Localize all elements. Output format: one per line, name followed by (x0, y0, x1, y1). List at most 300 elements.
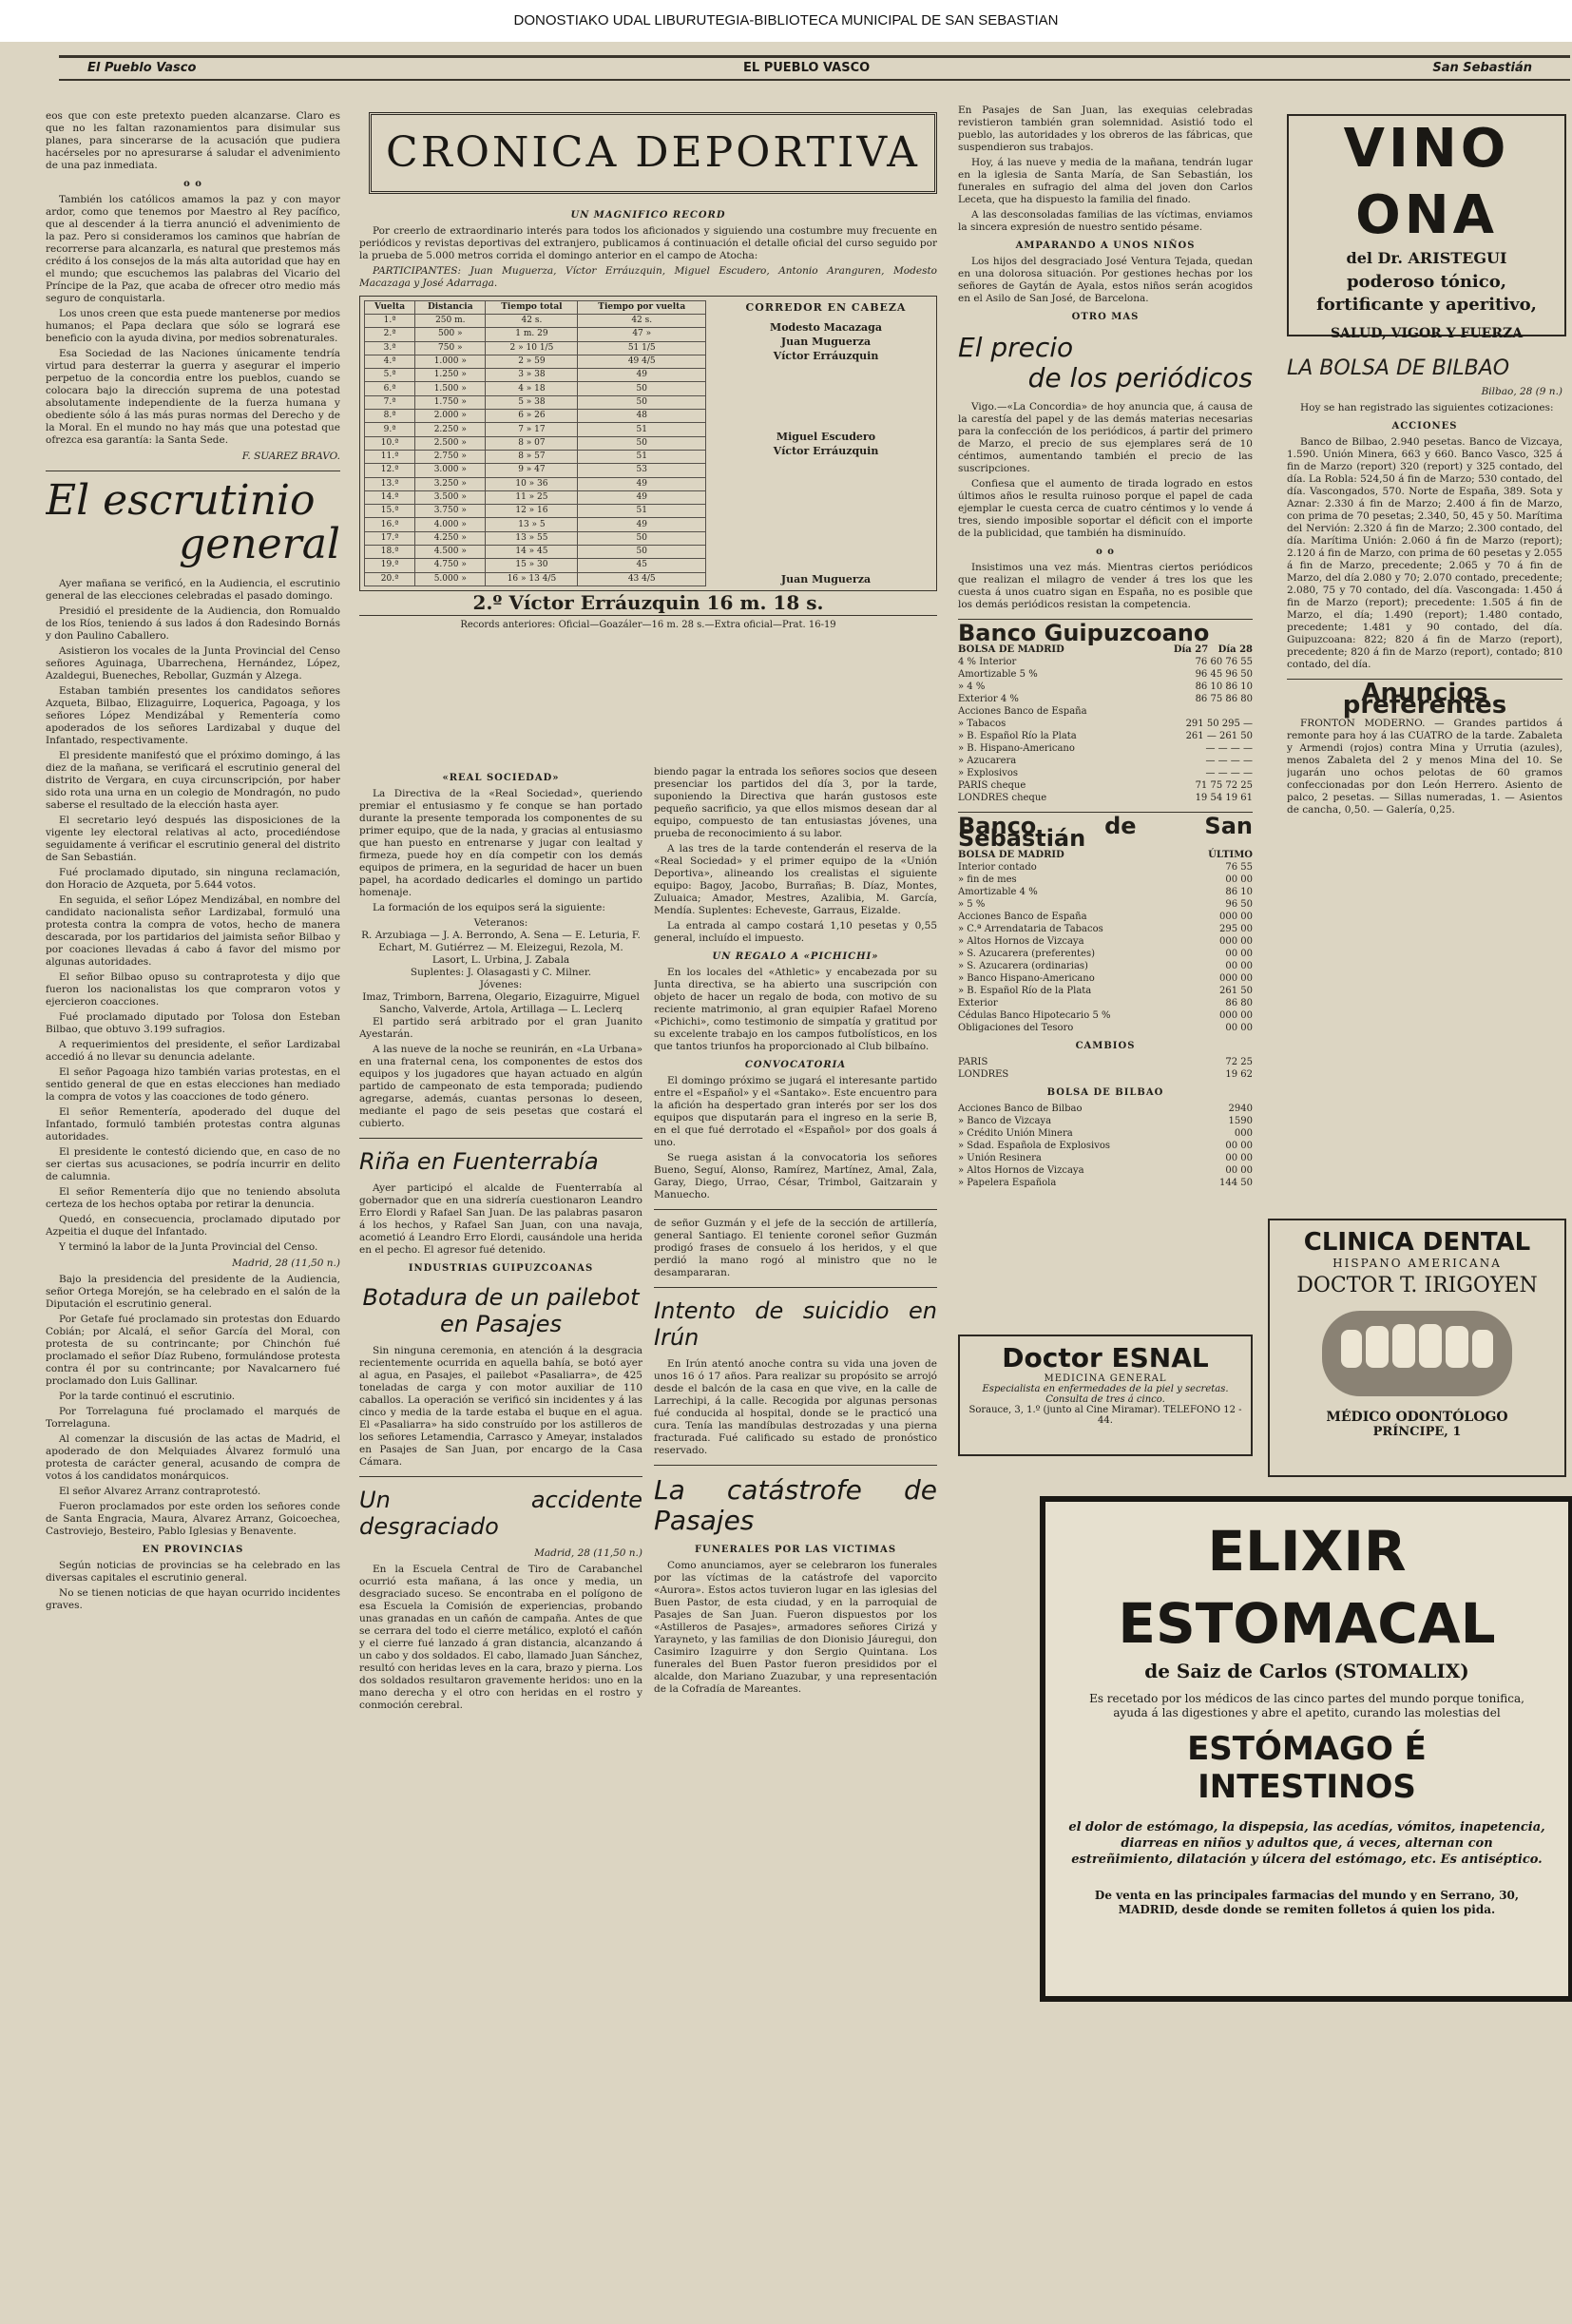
leader-name: Víctor Erráuzquin (773, 350, 879, 362)
table-cell: 4.ª (365, 355, 415, 368)
table-row (365, 505, 706, 518)
quote-values: 00 00 (1225, 1165, 1253, 1176)
table-cell: 18.ª (365, 546, 415, 559)
table-row (365, 572, 706, 586)
quote-row (958, 898, 1253, 911)
quote-values: 00 00 (1225, 961, 1253, 971)
quote-label: » Explosivos (958, 768, 1018, 778)
paragraph: Insistimos una vez más. Mientras ciertos periódicos que realizan el milagro de vender á tres los que les cuesta á unos cuatro sigan en España, no es posible que los demás periódicos resistan la competencia. (958, 562, 1253, 610)
quote-label: » B. Hispano-Americano (958, 743, 1075, 754)
elixir-big-2: INTESTINOS (1198, 1768, 1416, 1806)
table-row (365, 450, 706, 463)
paragraph: El partido será arbitrado por el gran Juanito Ayestarán. (359, 1016, 642, 1040)
table-cell: 3.750 » (415, 505, 486, 518)
quote-values: 00 00 (1225, 1153, 1253, 1163)
paragraph: Como anunciamos, ayer se celebraron los funerales por las víctimas de la catástrofe del vaporcito «Aurora». Estos actos tuvieron lugar en las iglesias del Buen Pastor, de esta ciudad, y en la parroquial de Pasajes de San Juan. Fueron dispuestos por los «Astilleros de Pasajes», armadores señores Cirizá y Yarayneto, y las familias de don Dionisio Jáuregui, don Casimiro Izaguirre y don Sergio Quintana. Los funerales del Buen Pastor fueron presididos por el alcalde, don Mariano Zuazubar, y una representación de la Cofradía de Mareantes. (654, 1560, 937, 1695)
elixir-foot: De venta en las principales farmacias del mundo y en Serrano, 30, MADRID, desde donde se remiten folletos á quien los pida. (1094, 1889, 1520, 1916)
quote-label: PARIS (958, 1057, 988, 1067)
table-cell: 43 4/5 (578, 572, 706, 586)
paragraph: El presidente manifestó que el próximo domingo, á las diez de la mañana, se verificará el escrutinio general del distrito de Vergara, en cuya circunscripción, por haber sido rota una urna en un colegio de Mondragón, no pudo saberse el resultado de la elección hasta ayer. (46, 750, 340, 811)
vino-slogan: SALUD, VIGOR Y FUERZA (1330, 326, 1524, 341)
paragraph: Hoy, á las nueve y media de la mañana, tendrán lugar en la iglesia de Santa María, de San Sebastián, los funerales en sufragio del alma del joven don Carlos Leceta, que ha dispuesto la familia del finado. (958, 157, 1253, 205)
quote-values: 86 10 (1225, 887, 1253, 897)
table-cell: 42 s. (486, 315, 578, 328)
quote-label: Acciones Banco de España (958, 706, 1087, 717)
table-cell: 11.ª (365, 450, 415, 463)
table-cell: 3.ª (365, 341, 415, 355)
table-cell: 14 » 45 (486, 546, 578, 559)
anuncios-title: Anuncios preferentes (1342, 679, 1507, 720)
table-cell: 49 (578, 490, 706, 504)
quote-values: 19 54 19 61 (1195, 793, 1253, 803)
quote-label: » fin de mes (958, 874, 1017, 885)
table-cell: 250 m. (415, 315, 486, 328)
esnal-address: Sorauce, 3, 1.º (junto al Cine Miramar). TELEFONO 12 - 44. (968, 1405, 1242, 1426)
table-cell: 4.250 » (415, 531, 486, 545)
table-cell: 50 (578, 436, 706, 450)
paragraph: Se ruega asistan á la convocatoria los señores Bueno, Seguí, Alonso, Ramírez, Martínez, Amal, Zala, Garay, Diego, Urrao, César, Trimbol, Gaitzarain y Manuecho. (654, 1152, 937, 1200)
table-cell: 11 » 25 (486, 490, 578, 504)
table-cell: 49 (578, 369, 706, 382)
table-cell: 6.ª (365, 382, 415, 395)
paragraph: A las nueve de la noche se reunirán, en «La Urbana» en una fraternal cena, los componentes de estos dos equipos y los jugadores que hayan actuado en algún partido de campeonato de esta temporada; pudiendo agregarse, además, cuantas personas lo deseen, mediante el pago de seis pesetas que costará el cubierto. (359, 1044, 642, 1129)
quote-values: — — — — (1205, 743, 1253, 754)
table-row (365, 395, 706, 409)
table-cell: 7.ª (365, 395, 415, 409)
banco-guipuzcoano-title: Banco Guipuzcoano (958, 620, 1210, 646)
vino-title: VINO ONA (1343, 118, 1510, 246)
column-1 (46, 110, 340, 2315)
vino-ona-ad (1287, 114, 1566, 341)
clinica-address: PRÍNCIPE, 1 (1372, 1425, 1462, 1439)
quote-row (958, 1127, 1253, 1140)
table-cell: 16.ª (365, 518, 415, 531)
table-row (365, 546, 706, 559)
table-cell: 19.ª (365, 559, 415, 572)
quote-label: Obligaciones del Tesoro (958, 1023, 1074, 1033)
separator: o o (183, 179, 202, 189)
quote-label: » Altos Hornos de Vizcaya (958, 1165, 1084, 1176)
table-cell: 2 » 10 1/5 (486, 341, 578, 355)
lap-table (364, 300, 706, 586)
quote-label: » Altos Hornos de Vizcaya (958, 936, 1084, 947)
subhead: EN PROVINCIAS (142, 1545, 244, 1555)
table-cell: 14.ª (365, 490, 415, 504)
quote-label: Acciones Banco de Bilbao (958, 1104, 1083, 1114)
quote-label: PARIS cheque (958, 780, 1026, 791)
subhead: AMPARANDO A UNOS NIÑOS (1015, 240, 1196, 251)
quote-label: » C.ª Arrendataria de Tabacos (958, 924, 1103, 934)
dateline: Bilbao, 28 (9 n.) (1481, 386, 1562, 397)
dateline: Madrid, 28 (11,50 n.) (534, 1547, 642, 1559)
quote-row (958, 960, 1253, 972)
quote-row (958, 681, 1253, 693)
clinica-sub: HISPANO AMERICANA (1332, 1257, 1502, 1270)
quote-values: 86 75 86 80 (1195, 694, 1253, 704)
quote-label: Exterior (958, 998, 998, 1008)
quote-label: » Sdad. Española de Explosivos (958, 1141, 1111, 1151)
cronica-record-section (359, 203, 937, 736)
table-cell: 4.500 » (415, 546, 486, 559)
table-cell: 4.750 » (415, 559, 486, 572)
accidente-title: Un accidente desgraciado (359, 1487, 642, 1540)
mast-left: El Pueblo Vasco (87, 61, 197, 75)
table-cell: 4 » 18 (486, 382, 578, 395)
quote-label: Cédulas Banco Hipotecario 5 % (958, 1010, 1111, 1021)
quote-label: Amortizable 5 % (958, 669, 1038, 680)
elixir-desc: Es recetado por los médicos de las cinco partes del mundo porque tonifica, ayuda á las digestiones y abre el apetito, curando las molestias del (1089, 1692, 1524, 1719)
quote-row (958, 779, 1253, 792)
bss-table (958, 861, 1253, 1034)
esnal-desc: Especialista en enfermedades de la piel y secretas. Consulta de tres á cinco. (982, 1384, 1229, 1405)
signature: F. SUAREZ BRAVO. (241, 451, 340, 462)
quote-row (958, 718, 1253, 730)
quote-row (958, 755, 1253, 767)
table-row (365, 410, 706, 423)
table-cell: 45 (578, 559, 706, 572)
paragraph: Los hijos del desgraciado José Ventura Tejada, quedan en una dolorosa situación. Por gestiones hechas por los señores de Gaytán de Ayala, estos niños serán acogidos en el Asilo de San José, de Barcelona. (958, 256, 1253, 304)
table-cell: 13 » 55 (486, 531, 578, 545)
table-cell: 50 (578, 395, 706, 409)
paragraph: Ayer mañana se verificó, en la Audiencia, el escrutinio general de las elecciones celebradas el pasado domingo. (46, 578, 340, 602)
table-cell: 15.ª (365, 505, 415, 518)
teeth-illustration (1303, 1301, 1531, 1406)
paragraph: El presidente le contestó diciendo que, en caso de no ser ciertas sus acusaciones, se podría incurrir en delito de calumnia. (46, 1146, 340, 1182)
paragraph: El señor Pagoaga hizo también varias protestas, en el sentido general de que en estas elecciones han mediado la compra de votos y las coacciones de todo género. (46, 1066, 340, 1103)
quote-row (958, 1177, 1253, 1189)
quote-row (958, 1115, 1253, 1127)
elixir-sub: de Saiz de Carlos (STOMALIX) (1144, 1660, 1469, 1682)
divider (359, 1476, 642, 1477)
mast-center: EL PUEBLO VASCO (743, 61, 871, 75)
quote-values: 00 00 (1225, 1023, 1253, 1033)
clinica-dental-ad (1268, 1219, 1566, 1477)
table-cell: 8 » 07 (486, 436, 578, 450)
subhead: CAMBIOS (1075, 1041, 1136, 1051)
table-cell: 4.000 » (415, 518, 486, 531)
quote-row (958, 1056, 1253, 1068)
bg-cols: Día 27 Día 28 (1173, 644, 1253, 655)
quote-label: » Unión Resinera (958, 1153, 1042, 1163)
paragraph: Por la tarde continuó el escrutinio. (59, 1391, 236, 1402)
table-cell: 48 (578, 410, 706, 423)
table-cell: 51 (578, 505, 706, 518)
table-cell: 51 (578, 450, 706, 463)
paragraph: Estaban también presentes los candidatos señores Azqueta, Bilbao, Elizaguirre, Loquerica, Pagoaga, y los señores López Mendizábal y Rementería como apoderados de los señores Lardizabal y duque del Infantado, respectivamente. (46, 685, 340, 746)
table-row (365, 464, 706, 477)
subhead: UN MAGNIFICO RECORD (570, 210, 726, 221)
quote-values: 96 45 96 50 (1195, 669, 1253, 680)
paragraph: En Pasajes de San Juan, las exequias celebradas revistieron también gran solemnidad. Asistió todo el pueblo, las autoridades y los obreros de las fábricas, que suspendieron sus trabajos. (958, 105, 1253, 153)
quote-values: 86 80 (1225, 998, 1253, 1008)
vino-doctor: del Dr. ARISTEGUI (1346, 249, 1507, 267)
table-cell: 8 » 57 (486, 450, 578, 463)
table-cell: 3 » 38 (486, 369, 578, 382)
table-cell: 2.ª (365, 328, 415, 341)
quote-values: 000 (1234, 1128, 1253, 1139)
paragraph: El domingo próximo se jugará el interesante partido entre el «Español» y el «Santako». Este encuentro para la afición ha despertado gran interés por ser los dos equipos que disputarán para el ingreso en la serie B, en el que fué derrotado el «Español» por dos goals á uno. (654, 1075, 937, 1148)
table-header: Distancia (415, 301, 486, 315)
table-row (365, 328, 706, 341)
table-row (365, 477, 706, 490)
bg-market: BOLSA DE MADRID (958, 644, 1064, 655)
elixir-title: ELIXIR ESTOMACAL (1118, 1519, 1496, 1656)
team-list: R. Arzubiaga — J. A. Berrondo, A. Sena — E. Leturia, F. Echart, M. Gutiérrez — M. Eleizegui, Rezola, M. Lasort, L. Urbina, J. Zabala (361, 930, 641, 966)
table-cell: 51 1/5 (578, 341, 706, 355)
subhead: UN REGALO A «PICHICHI» (712, 951, 879, 962)
team-label: Jóvenes: (479, 979, 523, 990)
quote-values: 00 00 (1225, 949, 1253, 959)
quote-label: Interior contado (958, 862, 1037, 873)
quote-row (958, 1009, 1253, 1022)
table-cell: 2.750 » (415, 450, 486, 463)
table-cell: 7 » 17 (486, 423, 578, 436)
subhead: OTRO MAS (1071, 312, 1140, 322)
quote-label: » Banco Hispano-Americano (958, 973, 1095, 984)
quote-row (958, 1068, 1253, 1081)
quote-values: — — — — (1205, 756, 1253, 766)
quote-label: » Azucarera (958, 756, 1017, 766)
quote-label: 4 % Interior (958, 657, 1017, 667)
table-cell: 12.ª (365, 464, 415, 477)
paragraph: El señor Bilbao opuso su contraprotesta y dijo que fueron los nacionalistas los que compraron votos y ejercieron coacciones. (46, 971, 340, 1008)
table-row (365, 436, 706, 450)
table-cell: 5.000 » (415, 572, 486, 586)
rina-title: Riña en Fuenterrabía (359, 1148, 599, 1175)
table-row (365, 341, 706, 355)
quote-label: » Crédito Unión Minera (958, 1128, 1073, 1139)
suicidio-title: Intento de suicidio en Irún (654, 1297, 937, 1351)
bss-col: ÚLTIMO (1208, 850, 1253, 860)
quote-values: 000 00 (1219, 936, 1253, 947)
table-cell: 1.250 » (415, 369, 486, 382)
subhead: INDUSTRIAS GUIPUZCOANAS (408, 1263, 594, 1274)
table-cell: 3.250 » (415, 477, 486, 490)
leader-name: Juan Muguerza (780, 336, 872, 348)
quote-values: 1590 (1228, 1116, 1253, 1126)
leader-name: Miguel Escudero (776, 431, 876, 443)
table-cell: 17.ª (365, 531, 415, 545)
subhead: BOLSA DE BILBAO (1046, 1087, 1164, 1098)
table-header: Vuelta (365, 301, 415, 315)
paragraph: Presidió el presidente de la Audiencia, don Romualdo de los Ríos, teniendo á sus lados á don Radesindo Bornás y don Paulino Caballero. (46, 605, 340, 642)
table-row (365, 369, 706, 382)
table-cell: 51 (578, 423, 706, 436)
quote-label: » S. Azucarera (ordinarias) (958, 961, 1088, 971)
paragraph: Fueron proclamados por este orden los señores conde de Santa Engracia, Maura, Alvarez Arranz, Goicoechea, Castroviejo, Besteiro, Pablo Iglesias y Benavente. (46, 1501, 340, 1537)
paragraph: eos que con este pretexto pueden alcanzarse. Claro es que no les faltan razonamientos para disimular sus planes, para sincerarse de la acusación que pudiera hacérseles por no apresurarse á saludar el advenimiento de una paz inmediata. (46, 110, 340, 171)
quote-row (958, 693, 1253, 705)
paragraph: Según noticias de provincias se ha celebrado en las diversas capitales el escrutinio general. (46, 1560, 340, 1584)
quote-row (958, 792, 1253, 804)
botadura-title: Botadura de un pailebot en Pasajes (362, 1284, 640, 1337)
elixir-estomacal-ad (1040, 1496, 1572, 2002)
paragraph: El secretario leyó después las disposiciones de la vigente ley electoral relativas al acto, procediéndose seguidamente á verificar el escrutinio general del distrito de San Sebastián. (46, 815, 340, 863)
participants: PARTICIPANTES: Juan Muguerza, Víctor Erráuzquin, Miguel Escudero, Antonio Aranguren, Modesto Macazaga y José Adarraga. (359, 265, 937, 289)
paragraph: Confiesa que el aumento de tirada logrado en estos últimos años le resulta ruinoso porque el papel de cada ejemplar le cuesta cerca de cuatro céntimos y lo vende á tres, siendo imposible soportar el déficit con el importe de la publicidad, que también ha disminuído. (958, 478, 1253, 539)
table-cell: 5.ª (365, 369, 415, 382)
quote-row (958, 972, 1253, 985)
paragraph: Fué proclamado diputado, sin ninguna reclamación, don Horacio de Azqueta, por 5.644 votos. (46, 867, 340, 891)
paragraph: Por Torrelaguna fué proclamado el marqués de Torrelaguna. (46, 1406, 340, 1430)
quote-label: » Papelera Española (958, 1178, 1057, 1188)
title-line: de los periódicos (1027, 362, 1253, 394)
newspaper-page (0, 42, 1572, 2324)
paragraph: En seguida, el señor López Mendizábal, en nombre del candidato nacionalista señor Lardizabal, formuló una protesta contra la compra de votos, hecho de manera descarada, por los partidarios del jaimista señor Bilbao y por coaciones llevadas á cabo á favor del mismo por algunas autoridades. (46, 894, 340, 968)
paragraph: También los católicos amamos la paz y con mayor ardor, como que tenemos por Maestro al Rey pacífico, que al descender á la tierra anunció el advenimiento de la paz. Pero si consideramos los caminos que habrían de recorrerse para alcanzarla, es natural que prestemos más crédito á los consejos de la más alta autoridad que hay en el mundo; que escuchemos las palabras del Vicario del Príncipe de la Paz, que acaba de ofrecer otro medio más seguro de conquistarla. (46, 194, 340, 304)
race-box (359, 296, 937, 591)
banco-san-sebastian-title: Banco de San Sebastián (958, 813, 1253, 852)
table-cell: 20.ª (365, 572, 415, 586)
leaders-head: CORREDOR EN CABEZA (745, 301, 907, 314)
paragraph: En los locales del «Athletic» y encabezada por su Junta directiva, se ha abierto una suscripción con objeto de hacer un regalo de boda, con motivo de su reciente matrimonio, al gran equipier Rafael Moreno «Pichichi», como testimonio de simpatía y gratitud por su excelente trabajo en los campos futbolísticos, en los que tantos triunfos ha proporcionado al Club bilbaíno. (654, 967, 937, 1052)
table-header: Tiempo por vuelta (578, 301, 706, 315)
table-cell: 49 (578, 477, 706, 490)
paragraph: Al comenzar la discusión de las actas de Madrid, el apoderado de don Melquiades Álvarez formuló una protesta de carácter general, acusando de compra de votos á los candidatos monárquicos. (46, 1433, 340, 1482)
table-cell: 750 » (415, 341, 486, 355)
quote-row (958, 705, 1253, 718)
table-cell: 2.250 » (415, 423, 486, 436)
paragraph: Bajo la presidencia del presidente de la Audiencia, señor Ortega Morejón, se ha celebrado en el salón de la Diputación el escrutinio general. (46, 1274, 340, 1310)
paragraph: Por creerlo de extraordinario interés para todos los aficionados y siguiendo una costumbre muy frecuente en periódicos y revistas deportivas del extranjero, publicamos á continuación el detalle oficial del curso seguido por la prueba de 5.000 metros corrida el domingo anterior en el campo de Atocha: (359, 225, 937, 261)
title-line: general (179, 520, 340, 568)
team-label: Veteranos: (473, 917, 528, 929)
quote-row (958, 985, 1253, 997)
paragraph: En la Escuela Central de Tiro de Carabanchel ocurrió esta mañana, á las once y media, un desgraciado suceso. Se encontraba en el polígono de esa Escuela la Comisión de experiencias, probando unas granadas en un cañón de campaña. Antes de que se cerrara del todo el cierre metálico, explotó el cañón y el cierre fué lanzado á gran distancia, alcanzando á un cabo y dos soldados. El cabo, llamado Juan Sánchez, resultó con heridas leves en la cara, brazo y pierna. Los dos soldados resultaron gravemente heridos: uno en la mano derecha y el otro con heridas en el rostro y conmoción cerebral. (359, 1564, 642, 1711)
paragraph: El señor Rementería, apoderado del duque del Infantado, formuló también protestas contra algunas autoridades. (46, 1106, 340, 1143)
quote-label: Acciones Banco de España (958, 912, 1087, 922)
quote-label: Amortizable 4 % (958, 887, 1038, 897)
table-cell: 15 » 30 (486, 559, 578, 572)
table-cell: 50 (578, 531, 706, 545)
table-row (365, 518, 706, 531)
quote-values: 295 00 (1219, 924, 1253, 934)
esnal-name: Doctor ESNAL (1002, 1342, 1209, 1373)
clinica-role: MÉDICO ODONTÓLOGO (1326, 1410, 1508, 1425)
catastrofe-title: La catástrofe de Pasajes (654, 1474, 937, 1536)
previous-records: Records anteriores: Oficial—Goazáler—16 m. 28 s.—Extra oficial—Prat. 16-19 (359, 615, 937, 631)
paragraph: Hoy se han registrado las siguientes cotizaciones: (1300, 402, 1554, 413)
table-cell: 8.ª (365, 410, 415, 423)
quote-row (958, 767, 1253, 779)
paragraph: A las tres de la tarde contenderán el reserva de la «Real Sociedad» y el primer equipo de la «Unión Deportiva», alineando los crealistas el siguiente equipo: Bagoy, Jacobo, Burrañas; B. Díaz, Montes, Zuluaica; Amador, Mestres, Azalibia, M. García, Mendía. Suplentes: Echeveste, Garraus, Eizalde. (654, 843, 937, 916)
paragraph: A requerimientos del presidente, el señor Lardizabal accedió á no llevar su denuncia adelante. (46, 1039, 340, 1063)
quote-label: » 5 % (958, 899, 986, 910)
quote-row (958, 997, 1253, 1009)
quote-row (958, 886, 1253, 898)
quote-label: Exterior 4 % (958, 694, 1019, 704)
paragraph: Sin ninguna ceremonia, en atención á la desgracia recientemente ocurrida en aquella bahía, se botó ayer al agua, en Pasajes, el pailebot «Pasaliarra», de 425 toneladas de carga y con motor auxiliar de 110 caballos. La operación se verificó sin incidentes y á las cinco y media de la tarde estaba el buque en el agua. El «Pasaliarra» ha sido construído por los astilleros de los señores Letamendia, Carrasco y Ameyar, instalados en Pasajes de San Juan, por encargo de la Casa Cámara. (359, 1345, 642, 1468)
quote-values: 144 50 (1219, 1178, 1253, 1188)
paragraph: La formación de los equipos será la siguiente: (373, 902, 605, 913)
elixir-big-1: ESTÓMAGO É (1187, 1730, 1427, 1768)
column-2 (359, 766, 642, 2315)
paragraph: Los unos creen que esta puede mantenerse por medios humanos; el Papa declara que sólo se logrará ese beneficio con la ayuda divina, por medios sobrenaturales. (46, 308, 340, 344)
table-cell: 13 » 5 (486, 518, 578, 531)
table-cell: 10 » 36 (486, 477, 578, 490)
separator: o o (1096, 547, 1115, 557)
library-header: DONOSTIAKO UDAL LIBURUTEGIA-BIBLIOTECA MUNICIPAL DE SAN SEBASTIAN (0, 0, 1572, 42)
quote-row (958, 874, 1253, 886)
quote-row (958, 1022, 1253, 1034)
bss-bilbao-table (958, 1103, 1253, 1189)
table-cell: 1.750 » (415, 395, 486, 409)
table-cell: 50 (578, 382, 706, 395)
quote-values: 96 50 (1225, 899, 1253, 910)
paragraph: La Directiva de la «Real Sociedad», queriendo premiar el entusiasmo y fe conque se han portado durante la presente temporada los componentes de su primer equipo, que de la nada, y gracias al entusiasmo que han puesto en entrenarse y jugar con lealtad y firmeza, puede hoy en día competir con los demás equipos de primera, en la seguridad de hacer un buen papel, ha acordado dedicarles el domingo un partido homenaje. (359, 788, 642, 898)
paragraph: La entrada al campo costará 1,10 pesetas y 0,55 general, incluído el impuesto. (654, 920, 937, 944)
dateline: Madrid, 28 (11,50 n.) (232, 1258, 340, 1269)
table-cell: 2 » 59 (486, 355, 578, 368)
table-cell: 2.500 » (415, 436, 486, 450)
column-3 (654, 766, 937, 2315)
quote-label: » B. Español Río la Plata (958, 731, 1077, 741)
table-cell: 3.500 » (415, 490, 486, 504)
table-cell: 2.000 » (415, 410, 486, 423)
quote-row (958, 1103, 1253, 1115)
quote-row (958, 668, 1253, 681)
quote-values: 261 50 (1219, 986, 1253, 996)
table-cell: 1.500 » (415, 382, 486, 395)
quote-row (958, 1140, 1253, 1152)
table-cell: 50 (578, 546, 706, 559)
quote-row (958, 730, 1253, 742)
quote-row (958, 935, 1253, 948)
quote-row (958, 742, 1253, 755)
quote-label: » B. Español Río de la Plata (958, 986, 1092, 996)
mast-right: San Sebastián (1432, 61, 1532, 75)
quote-label: LONDRES cheque (958, 793, 1047, 803)
clinica-title: CLINICA DENTAL (1303, 1228, 1531, 1257)
table-row (365, 382, 706, 395)
lap-table-body (365, 315, 706, 586)
quote-row (958, 1164, 1253, 1177)
title-line: El precio (958, 332, 1074, 363)
precio-title (958, 333, 1253, 394)
divider (654, 1465, 937, 1466)
quote-label: » Tabacos (958, 719, 1006, 729)
table-row (365, 559, 706, 572)
column-5 (1287, 355, 1562, 1192)
bolsa-bilbao-title: LA BOLSA DE BILBAO (1287, 356, 1510, 380)
table-cell: 500 » (415, 328, 486, 341)
escrutinio-title (46, 476, 340, 568)
subhead: FUNERALES POR LAS VICTIMAS (694, 1545, 897, 1555)
quote-row (958, 911, 1253, 923)
table-row (365, 355, 706, 368)
table-cell: 3.000 » (415, 464, 486, 477)
table-cell: 49 (578, 518, 706, 531)
title-line: El escrutinio (46, 476, 316, 525)
paragraph: El señor Rementería dijo que no teniendo absoluta certeza de los hechos optaba por retirar la denuncia. (46, 1186, 340, 1210)
paragraph: Y terminó la labor de la Junta Provincial del Censo. (59, 1241, 318, 1253)
quote-label: » S. Azucarera (preferentes) (958, 949, 1095, 959)
table-cell: 1.ª (365, 315, 415, 328)
divider (654, 1287, 937, 1288)
team-list: Imaz, Trimborn, Barrena, Olegario, Eizaguirre, Miguel Sancho, Valverde, Artola, Artillaga — L. Leclerq (362, 991, 640, 1015)
table-row (365, 531, 706, 545)
quote-values: 86 10 86 10 (1195, 682, 1253, 692)
quote-row (958, 948, 1253, 960)
quote-values: 2940 (1228, 1104, 1253, 1114)
quote-values: 76 60 76 55 (1195, 657, 1253, 667)
quote-values: 261 — 261 50 (1185, 731, 1253, 741)
divider (359, 1138, 642, 1139)
paragraph: En Irún atentó anoche contra su vida una joven de unos 16 ó 17 años. Para realizar su propósito se arrojó desde el balcón de la casa en que vive, en la calle de Larrechipi, á la calle. Recogida por algunas personas fué conducida al hospital, donde se le practicó una cura. Tenía las mandíbulas destrozadas y una pierna fracturada. Fué calificado su estado de pronóstico reservado. (654, 1358, 937, 1456)
subhead: ACCIONES (1391, 421, 1458, 432)
quote-values: 000 00 (1219, 973, 1253, 984)
table-cell: 13.ª (365, 477, 415, 490)
